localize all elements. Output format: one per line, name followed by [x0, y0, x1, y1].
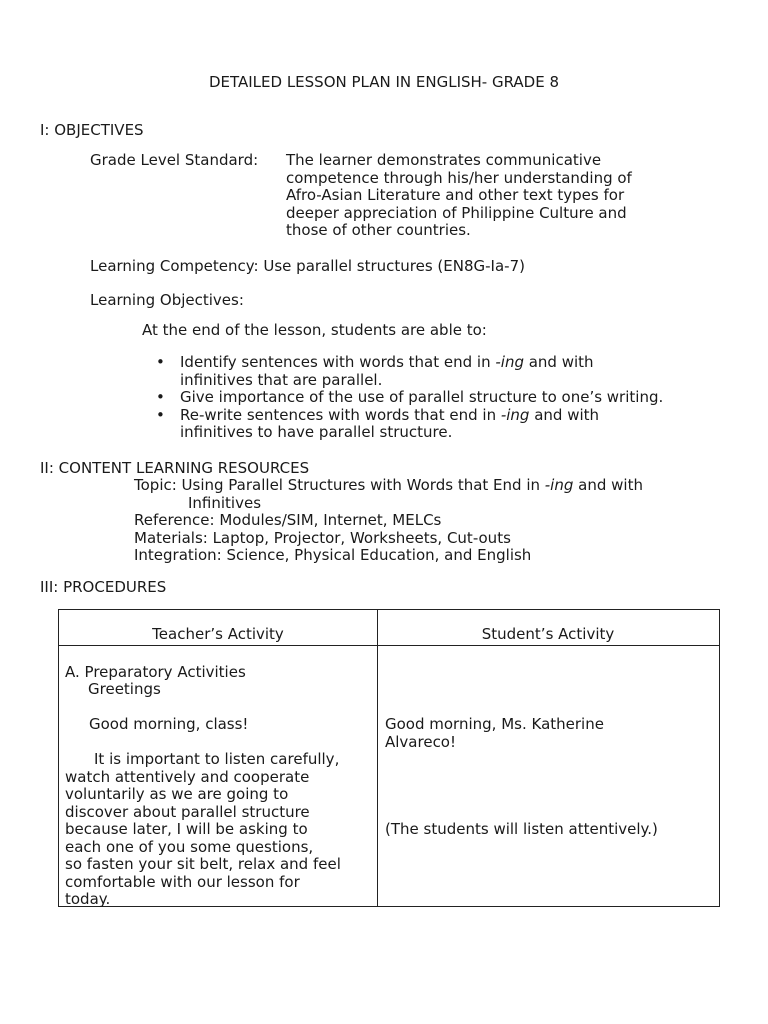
learning-competency-label: Learning Competency: — [90, 257, 259, 275]
topic-emphasis: -ing — [544, 476, 574, 494]
student-greeting — [385, 716, 604, 751]
procedures-table — [58, 609, 720, 907]
gls-line: those of other countries. — [286, 221, 471, 239]
teacher-activity-header: Teacher’s Activity — [152, 625, 284, 643]
objective-text: and with — [529, 405, 600, 424]
column-divider — [377, 610, 378, 906]
teacher-paragraph-line: voluntarily as we are going to — [65, 785, 289, 803]
gls-line: deeper appreciation of Philippine Culture and — [286, 203, 627, 222]
objective-text: Give importance of the use of parallel structure to one’s writing. — [180, 388, 664, 406]
learning-competency — [90, 258, 525, 276]
objective-item — [150, 407, 740, 442]
topic-text: and with — [573, 476, 643, 494]
document-title: DETAILED LESSON PLAN IN ENGLISH- GRADE 8 — [208, 73, 560, 91]
objectives-list — [150, 354, 740, 442]
content-resources — [134, 477, 643, 565]
teacher-paragraph-line: each one of you some questions, — [65, 837, 314, 856]
greetings-label: Greetings — [88, 680, 161, 698]
teacher-paragraph-line: It is important to listen carefully, — [94, 750, 340, 768]
gls-line: The learner demonstrates communicative — [286, 151, 602, 169]
learning-objectives-label: Learning Objectives: — [90, 291, 244, 309]
teacher-greeting: Good morning, class! — [89, 715, 249, 733]
reference: Reference: Modules/SIM, Internet, MELCs — [134, 511, 442, 529]
learning-objectives-intro: At the end of the lesson, students are able to: — [142, 321, 487, 339]
gls-line: Afro-Asian Literature and other text types for — [286, 186, 625, 204]
teacher-paragraph-line: so fasten your sit belt, relax and feel — [65, 855, 341, 873]
objective-text: and with — [523, 353, 594, 371]
teacher-paragraph-line: comfortable with our lesson for — [65, 872, 300, 891]
grade-level-standard-label: Grade Level Standard: — [90, 151, 259, 169]
integration: Integration: Science, Physical Education, and English — [134, 546, 532, 564]
topic — [134, 477, 643, 495]
objective-emphasis: -ing — [500, 405, 530, 424]
teacher-paragraph-line: discover about parallel structure — [65, 802, 310, 821]
topic-continuation: Infinitives — [188, 493, 262, 512]
objective-item — [150, 389, 740, 407]
teacher-paragraph-line: watch attentively and cooperate — [65, 767, 310, 786]
objectives-heading: I: OBJECTIVES — [40, 121, 144, 139]
teacher-paragraph-line: today. — [65, 890, 111, 908]
procedures-heading: III: PROCEDURES — [40, 578, 167, 596]
topic-text: Topic: Using Parallel Structures with Words that End in — [134, 476, 545, 494]
teacher-paragraph-line: because later, I will be asking to — [65, 820, 308, 838]
objective-item — [150, 354, 740, 389]
materials: Materials: Laptop, Projector, Worksheets, Cut-outs — [134, 528, 511, 547]
grade-level-standard-text — [286, 152, 706, 240]
student-greeting-line: Good morning, Ms. Katherine — [385, 715, 604, 733]
student-response: (The students will listen attentively.) — [385, 820, 658, 838]
competency-code: EN8G-Ia-7) — [443, 257, 525, 275]
objective-text: infinitives that are parallel. — [180, 370, 383, 389]
preparatory-activities-heading: A. Preparatory Activities — [65, 663, 246, 681]
objective-text: Identify sentences with words that end in — [180, 353, 496, 371]
objective-emphasis: -ing — [495, 353, 524, 371]
student-greeting-line: Alvareco! — [385, 732, 457, 751]
content-resources-heading: II: CONTENT LEARNING RESOURCES — [40, 459, 310, 477]
teacher-paragraph — [65, 751, 341, 909]
gls-line: competence through his/her understanding of — [286, 168, 632, 187]
learning-competency-text: Use parallel structures ( — [263, 257, 444, 275]
objective-text: Re-write sentences with words that end in — [180, 405, 501, 424]
student-activity-header: Student’s Activity — [481, 625, 615, 643]
objective-text: infinitives to have parallel structure. — [180, 423, 453, 441]
